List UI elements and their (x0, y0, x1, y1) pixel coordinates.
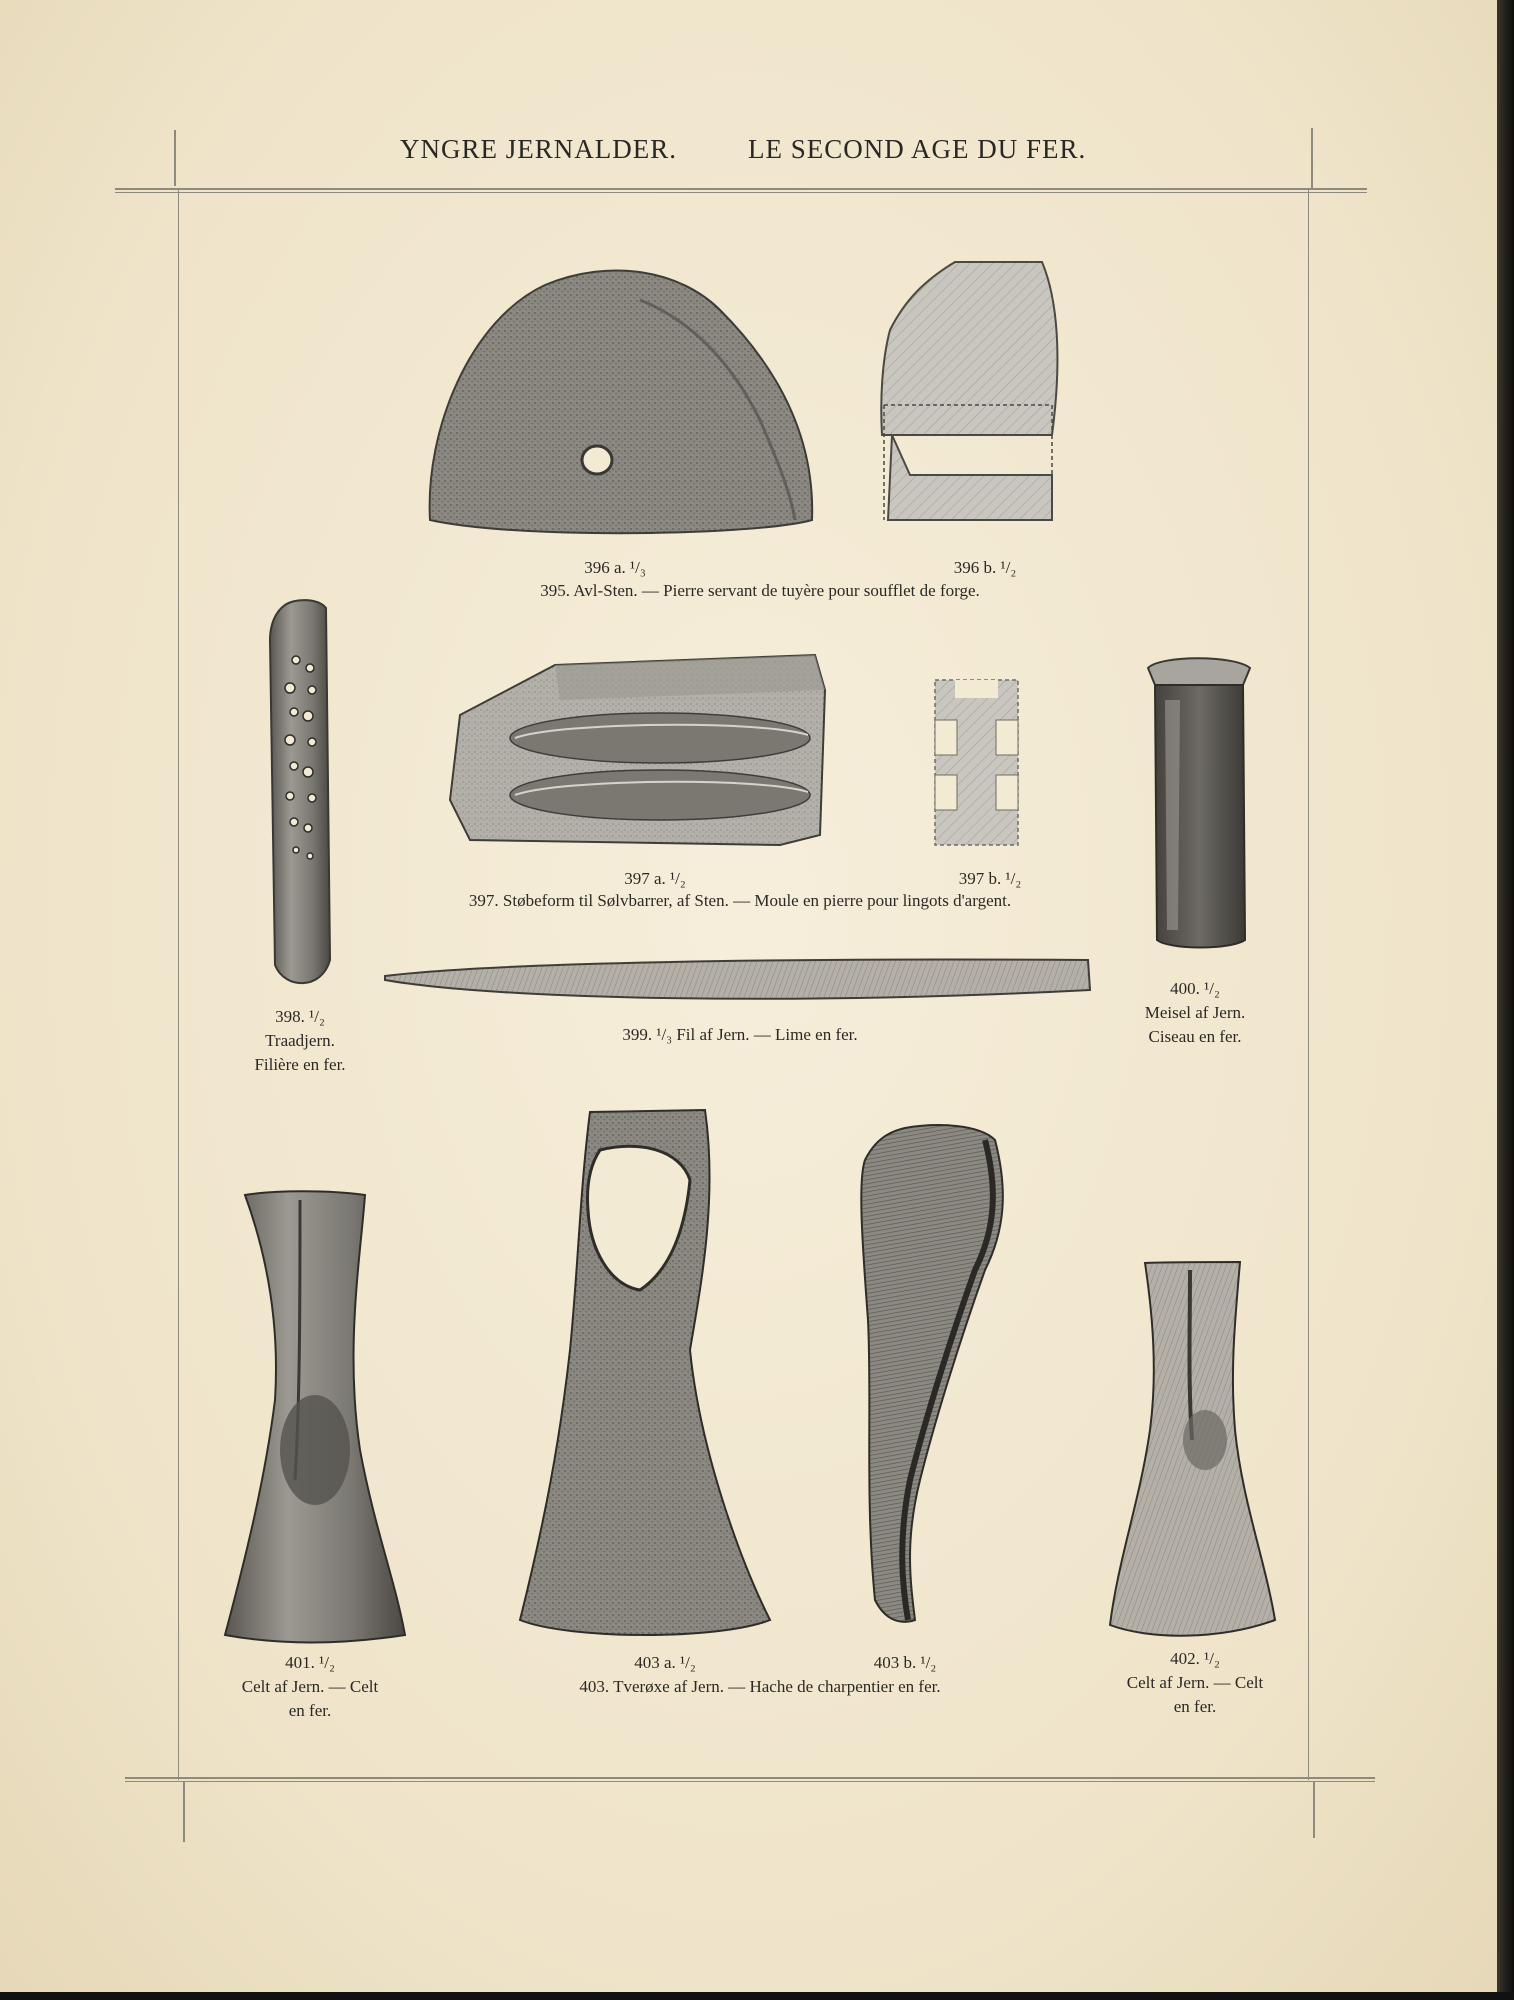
caption-398-line2: Filière en fer. (254, 1055, 346, 1074)
page-bottom-edge (0, 1992, 1514, 2000)
caption-403b: 403 b. ¹/₂ (873, 1653, 937, 1672)
header-left-title: YNGRE JERNALDER. (400, 134, 677, 164)
figure-402-celt (1110, 1262, 1275, 1636)
caption-402-number: 402. ¹/₂ (1170, 1649, 1220, 1668)
caption-403: 403. Tverøxe af Jern. — Hache de charpentier en fer. (579, 1677, 941, 1696)
caption-402-line2: en fer. (1173, 1697, 1217, 1716)
figure-403b-axe-side (861, 1125, 1003, 1622)
figure-397a-mould (450, 655, 825, 845)
caption-402-line1: Celt af Jern. — Celt (1126, 1673, 1264, 1692)
figure-401-celt (225, 1191, 405, 1642)
caption-401-line2: en fer. (288, 1701, 332, 1720)
caption-400-line1: Meisel af Jern. (1144, 1003, 1246, 1022)
caption-403a: 403 a. ¹/₂ (634, 1653, 696, 1672)
caption-400-line2: Ciseau en fer. (1148, 1027, 1242, 1046)
figure-397b-section (935, 680, 1018, 845)
caption-396a: 396 a. ¹/₃ (584, 558, 646, 577)
figure-396a-tuyere-stone (430, 270, 813, 533)
caption-400-number: 400. ¹/₂ (1170, 979, 1220, 998)
caption-401-number: 401. ¹/₂ (285, 1653, 335, 1672)
caption-397b: 397 b. ¹/₂ (958, 869, 1022, 888)
figure-396b-section (881, 262, 1057, 520)
caption-397: 397. Støbeform til Sølvbarrer, af Sten. — Moule en pierre pour lingots d'argent. (468, 891, 1012, 910)
caption-398-line1: Traadjern. (265, 1031, 335, 1050)
caption-396b: 396 b. ¹/₂ (953, 558, 1017, 577)
caption-398-number: 398. ¹/₂ (275, 1007, 325, 1026)
caption-397a: 397 a. ¹/₂ (624, 869, 686, 888)
caption-395: 395. Avl-Sten. — Pierre servant de tuyère pour soufflet de forge. (540, 581, 980, 600)
figure-399-file (385, 960, 1090, 999)
caption-401-line1: Celt af Jern. — Celt (241, 1677, 379, 1696)
book-spine (1497, 0, 1514, 2000)
caption-399: 399. ¹/₃ Fil af Jern. — Lime en fer. (622, 1025, 858, 1044)
figure-400-chisel (1148, 658, 1250, 947)
header-right-title: LE SECOND AGE DU FER. (748, 134, 1087, 164)
figure-403a-axe (520, 1110, 770, 1635)
figure-398-draw-plate (270, 600, 330, 983)
